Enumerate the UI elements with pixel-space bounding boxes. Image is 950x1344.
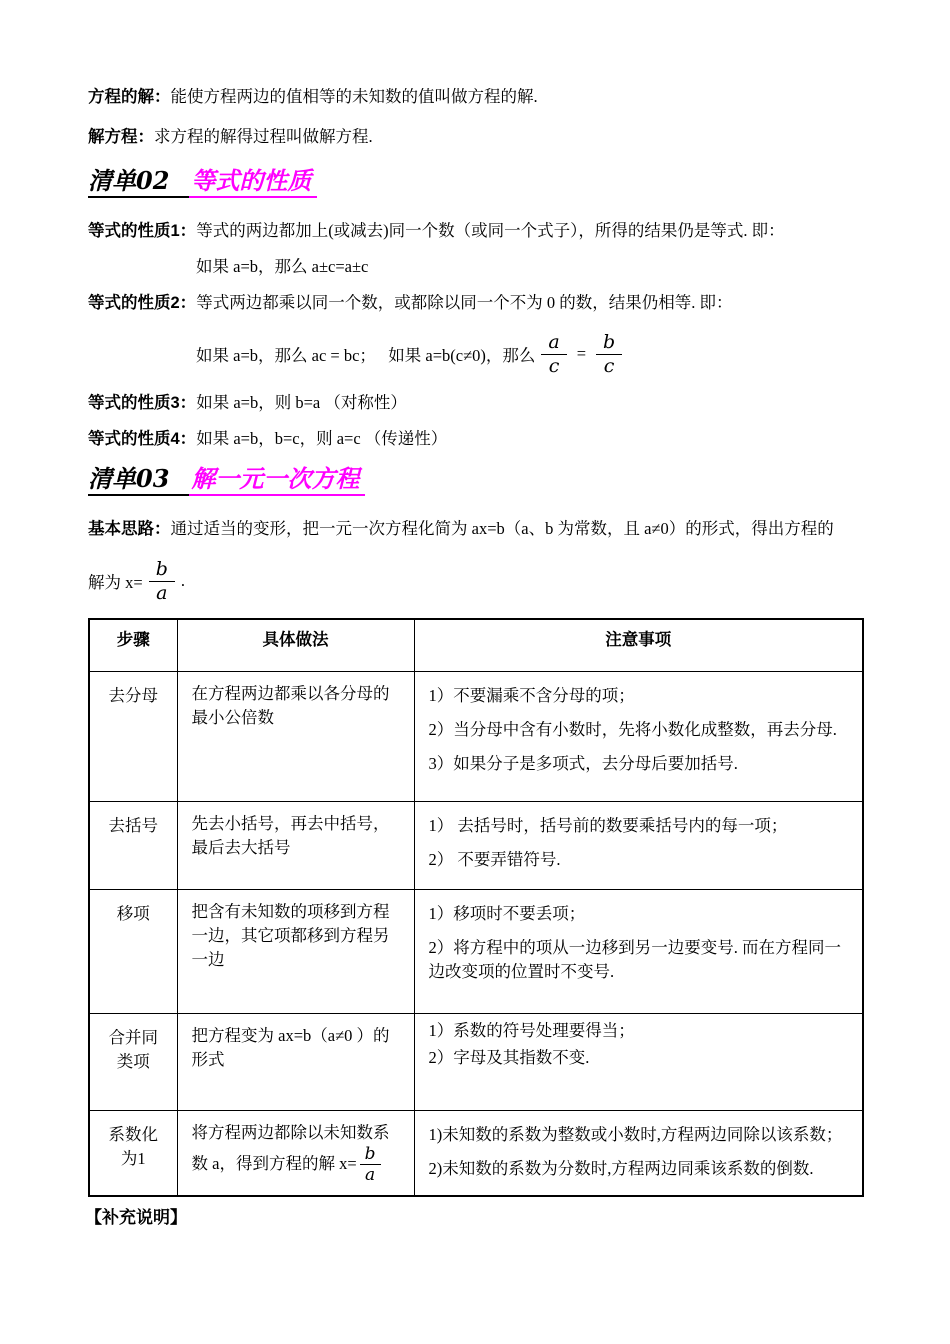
definition-label: 解方程： xyxy=(88,128,154,146)
property-1-text: 等式的两边都加上(或减去)同一个数（或同一个式子），所得的结果仍是等式. 即： xyxy=(196,221,785,240)
note-line: 2） 不要弄错符号. xyxy=(428,849,561,869)
step-cell: 去分母 xyxy=(89,671,177,801)
property-4 xyxy=(88,428,862,450)
property-1-label: 等式的性质1： xyxy=(88,222,197,240)
definition-text: 能使方程两边的值相等的未知数的值叫做方程的解. xyxy=(170,87,538,106)
property-4-label: 等式的性质4： xyxy=(88,430,197,448)
section02-heading xyxy=(88,166,862,196)
denominator: c xyxy=(548,354,560,377)
solution-prefix: 解为 x= xyxy=(88,573,143,592)
fraction-b-over-a xyxy=(149,559,175,604)
property-2-label: 等式的性质2： xyxy=(88,294,197,312)
notes-cell xyxy=(414,671,863,801)
step-cell: 系数化为1 xyxy=(89,1110,177,1196)
property-3-label: 等式的性质3： xyxy=(88,394,197,412)
notes-cell xyxy=(414,1110,863,1196)
numerator: b xyxy=(596,332,622,355)
fraction-a-over-c xyxy=(541,332,566,377)
method-cell: 在方程两边都乘以各分母的最小公倍数 xyxy=(177,671,414,801)
table-row-remove-brackets xyxy=(89,801,863,889)
note-line: 1）不要漏乘不含分母的项； xyxy=(428,685,635,705)
denominator: a xyxy=(365,1165,376,1186)
section02-number: 清单02 xyxy=(88,166,189,198)
property-3 xyxy=(88,392,862,414)
method-text: 将方程两边都除以未知数系数 a，得到方程的解 x= xyxy=(191,1122,390,1173)
numerator: a xyxy=(541,332,566,355)
equals-sign: = xyxy=(576,344,587,363)
table-row-normalize-coefficient xyxy=(89,1110,863,1196)
supplement-label: 【补充说明】 xyxy=(85,1208,187,1227)
property-2-formula xyxy=(88,328,862,380)
solution-suffix: . xyxy=(180,571,185,590)
method-cell: 把方程变为 ax=b（a≠0 ）的形式 xyxy=(177,1013,414,1110)
solution-formula xyxy=(88,554,862,608)
method-cell xyxy=(177,1110,414,1196)
note-line: 1）移项时不要丢项； xyxy=(428,903,586,923)
solving-steps-table xyxy=(88,618,864,1197)
definition-text: 求方程的解得过程叫做解方程. xyxy=(154,127,373,146)
notes-cell xyxy=(414,1013,863,1110)
fraction-b-over-c xyxy=(596,332,622,377)
table-row-combine-like-terms xyxy=(89,1013,863,1110)
column-header-method: 具体做法 xyxy=(177,619,414,671)
note-line: 1)未知数的系数为整数或小数时,方程两边同除以该系数； xyxy=(428,1124,843,1144)
method-cell: 把含有未知数的项移到方程一边，其它项都移到方程另一边 xyxy=(177,889,414,1013)
basic-idea xyxy=(88,518,862,540)
fraction-b-over-a xyxy=(360,1145,381,1185)
section03-heading xyxy=(88,464,862,494)
formula-text: 如果 a=b，那么 ac = bc； 如果 a=b(c≠0)，那么 xyxy=(196,346,536,365)
numerator: b xyxy=(360,1145,381,1166)
column-header-notes: 注意事项 xyxy=(414,619,863,671)
method-cell: 先去小括号，再去中括号，最后去大括号 xyxy=(177,801,414,889)
table-row-move-terms xyxy=(89,889,863,1013)
note-line: 2）字母及其指数不变. xyxy=(428,1047,590,1067)
step-cell: 移项 xyxy=(89,889,177,1013)
basic-idea-label: 基本思路： xyxy=(88,520,171,538)
notes-cell xyxy=(414,889,863,1013)
note-line: 3）如果分子是多项式，去分母后要加括号. xyxy=(428,753,738,773)
definition-equation-solution xyxy=(88,86,862,108)
note-line: 2）当分母中含有小数时，先将小数化成整数，再去分母. xyxy=(428,719,837,739)
property-1 xyxy=(88,220,862,242)
note-line: 2)未知数的系数为分数时,方程两边同乘该系数的倒数. xyxy=(428,1158,814,1178)
step-cell: 去括号 xyxy=(89,801,177,889)
denominator: c xyxy=(603,354,615,377)
table-header-row xyxy=(89,619,863,671)
basic-idea-text: 通过适当的变形，把一元一次方程化简为 ax=b（a、b 为常数，且 a≠0）的形式，得出方程的 xyxy=(170,519,834,538)
column-header-step: 步骤 xyxy=(89,619,177,671)
table-row-eliminate-denominators xyxy=(89,671,863,801)
definition-solving-equation xyxy=(88,126,862,148)
section03-title: 解一元一次方程 xyxy=(189,464,365,496)
note-line: 2）将方程中的项从一边移到另一边要变号. 而在方程同一边改变项的位置时不变号. xyxy=(428,937,841,981)
definition-label: 方程的解： xyxy=(88,88,171,106)
property-4-text: 如果 a=b，b=c，则 a=c （传递性） xyxy=(196,429,448,448)
note-line: 1）系数的符号处理要得当； xyxy=(428,1020,635,1040)
property-2-text: 等式两边都乘以同一个数，或都除以同一个不为 0 的数，结果仍相等. 即： xyxy=(196,293,733,312)
step-cell: 合并同类项 xyxy=(89,1013,177,1110)
property-2 xyxy=(88,292,862,314)
numerator: b xyxy=(149,559,175,582)
notes-cell xyxy=(414,801,863,889)
property-1-formula: 如果 a=b，那么 a±c=a±c xyxy=(196,257,369,276)
property-3-text: 如果 a=b，则 b=a （对称性） xyxy=(196,393,407,412)
note-line: 1） 去括号时，括号前的数要乘括号内的每一项； xyxy=(428,815,788,835)
denominator: a xyxy=(156,581,168,604)
section02-title: 等式的性质 xyxy=(189,166,317,198)
section03-number: 清单03 xyxy=(88,464,189,496)
